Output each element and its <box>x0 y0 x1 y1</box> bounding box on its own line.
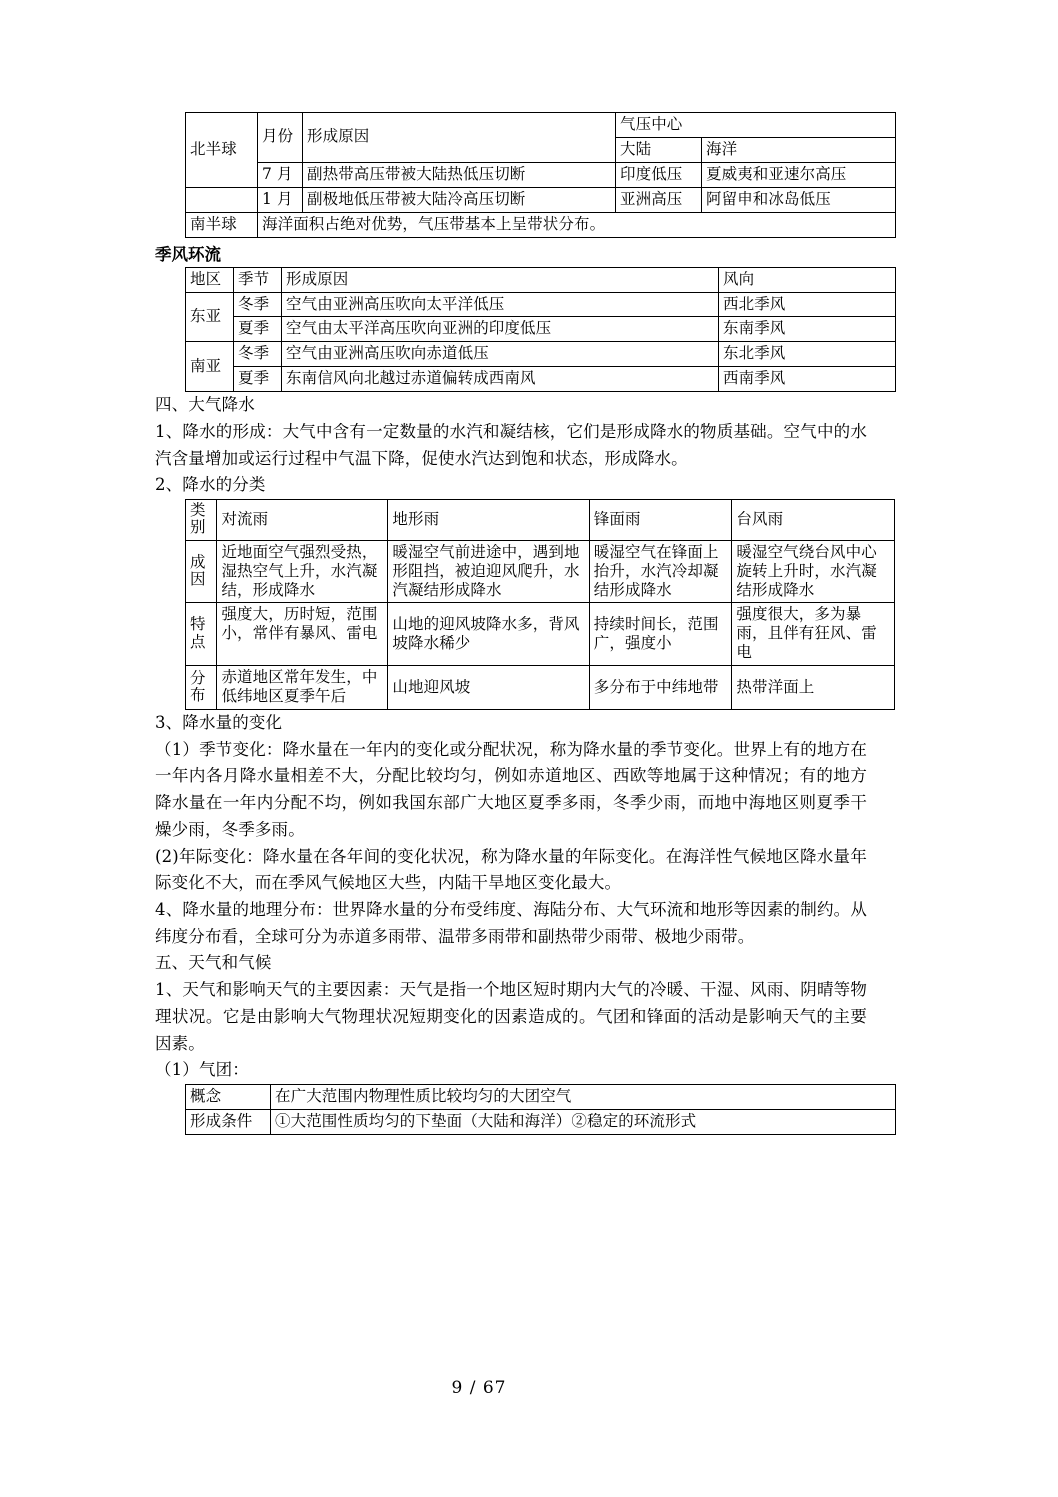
cell-distribution-typhoon: 热带洋面上 <box>732 666 895 710</box>
cell-wind: 西南季风 <box>719 367 896 392</box>
pressure-centers-table <box>185 112 896 238</box>
cell-distribution-orographic: 山地迎风坡 <box>388 666 589 710</box>
cell-cause-orographic: 暖湿空气前进途中，遇到地形阻挡，被迫迎风爬升，水汽凝结形成降水 <box>388 540 589 603</box>
cell-feature-convective: 强度大，历时短，范围小，常伴有暴风、雷电 <box>217 603 388 666</box>
cell-type-convective: 对流雨 <box>217 500 388 541</box>
cell-wind-header: 风向 <box>719 267 896 292</box>
cause-label-text: 成因 <box>190 552 206 589</box>
cell-cause-july: 副热带高压带被大陆热低压切断 <box>303 162 616 187</box>
feature-label-text: 特点 <box>190 615 206 651</box>
cell-region-east-asia: 东亚 <box>186 292 234 342</box>
table-row <box>186 1085 896 1110</box>
section-five-heading: 五、天气和气候 <box>155 953 272 973</box>
cell-ocean-header: 海洋 <box>702 137 896 162</box>
section-five-item1-sub: （1）气团： <box>155 1060 249 1080</box>
cell-cause-frontal: 暖湿空气在锋面上抬升，水汽冷却凝结形成降水 <box>589 540 732 603</box>
monsoon-circulation-table <box>185 267 896 393</box>
table-row <box>186 500 895 541</box>
cell-type-frontal: 锋面雨 <box>589 500 732 541</box>
cell-continent-header: 大陆 <box>616 137 702 162</box>
cell-cause-header: 形成原因 <box>282 267 719 292</box>
cell-southern-hemisphere-label: 南半球 <box>186 212 258 237</box>
cell-ocean-january: 阿留申和冰岛低压 <box>702 187 896 212</box>
cell-region-south-asia: 南亚 <box>186 342 234 392</box>
cell-season-header: 季节 <box>234 267 282 292</box>
cell-formation-value: ①大范围性质均匀的下垫面（大陆和海洋）②稳定的环流形式 <box>271 1109 896 1134</box>
cell-month-january: 1 月 <box>258 187 303 212</box>
table-row <box>186 212 896 237</box>
cell-type-orographic: 地形雨 <box>388 500 589 541</box>
cell-feature-frontal: 持续时间长，范围广，强度小 <box>589 603 732 666</box>
pressure-table-wrapper <box>155 112 867 238</box>
rain-types-table <box>185 499 895 710</box>
category-label-text: 类别 <box>190 501 206 537</box>
airmass-table <box>185 1084 896 1135</box>
cell-empty-spacer <box>186 187 258 212</box>
cell-distribution-label <box>186 666 217 710</box>
table-row <box>186 292 896 317</box>
section-four-item3-p2: (2)年际变化：降水量在各年间的变化状况，称为降水量的年际变化。在海洋性气候地区降水量年际变化不大，而在季风气候地区大些，内陆干旱地区变化最大。 <box>155 846 867 893</box>
cell-feature-label <box>186 603 217 666</box>
cell-concept-value: 在广大范围内物理性质比较均匀的大团空气 <box>271 1085 896 1110</box>
cell-northern-hemisphere-label: 北半球 <box>186 113 258 188</box>
cell-cause: 空气由亚洲高压吹向太平洋低压 <box>282 292 719 317</box>
cell-pressure-center-header: 气压中心 <box>616 113 896 138</box>
cell-category-label <box>186 500 217 541</box>
cell-wind: 东南季风 <box>719 317 896 342</box>
cell-season: 夏季 <box>234 317 282 342</box>
cell-wind: 东北季风 <box>719 342 896 367</box>
section-four-heading: 四、大气降水 <box>155 395 255 415</box>
cell-southern-hemisphere-text: 海洋面积占绝对优势，气压带基本上呈带状分布。 <box>258 212 896 237</box>
cell-season: 冬季 <box>234 292 282 317</box>
cell-type-typhoon: 台风雨 <box>732 500 895 541</box>
page-content <box>155 112 877 1135</box>
cell-wind: 西北季风 <box>719 292 896 317</box>
rain-types-table-wrapper <box>155 499 877 710</box>
cell-cause: 空气由亚洲高压吹向赤道低压 <box>282 342 719 367</box>
cell-distribution-convective: 赤道地区常年发生，中低纬地区夏季午后 <box>217 666 388 710</box>
table-row <box>186 540 895 603</box>
section-four-item4: 4、降水量的地理分布：世界降水量的分布受纬度、海陆分布、大气环流和地形等因素的制约。从纬度分布看，全球可分为赤道多雨带、温带多雨带和副热带少雨带、极地少雨带。 <box>155 900 867 946</box>
cell-month-july: 7 月 <box>258 162 303 187</box>
table-row <box>186 162 896 187</box>
cell-cause-january: 副极地低压带被大陆冷高压切断 <box>303 187 616 212</box>
table-row <box>186 666 895 710</box>
cell-feature-typhoon: 强度很大，多为暴雨，且伴有狂风、雷电 <box>732 603 895 666</box>
table-row <box>186 367 896 392</box>
table-row <box>186 113 896 138</box>
table-row <box>186 267 896 292</box>
cell-cause-header: 形成原因 <box>303 113 616 163</box>
table-row <box>186 187 896 212</box>
section-four-item1: 1、降水的形成：大气中含有一定数量的水汽和凝结核，它们是形成降水的物质基础。空气中的水汽含量增加或运行过程中气温下降，促使水汽达到饱和状态，形成降水。 <box>155 421 867 468</box>
cell-month-header: 月份 <box>258 113 303 163</box>
page-number: 9 / 67 <box>451 1378 507 1398</box>
cell-continent-january: 亚洲高压 <box>616 187 702 212</box>
cell-cause-label <box>186 540 217 603</box>
table-row <box>186 1109 896 1134</box>
table-row <box>186 342 896 367</box>
cell-ocean-july: 夏威夷和亚速尔高压 <box>702 162 896 187</box>
section-four-item3-p1: （1）季节变化：降水量在一年内的变化或分配状况，称为降水量的季节变化。世界上有的地方在一年内各月降水量相差不大，分配比较均匀，例如赤道地区、西欧等地属于这种情况；有的地方降水量在一年内分配不均，例如我国东部广大地区夏季多雨，冬季少雨，而地中海地区则夏季干燥少雨，冬季多雨。 <box>155 739 867 839</box>
cell-concept-label: 概念 <box>186 1085 271 1110</box>
section-five-item1: 1、天气和影响天气的主要因素：天气是指一个地区短时期内大气的冷暖、干湿、风雨、阴晴等物理状况。它是由影响大气物理状况短期变化的因素造成的。气团和锋面的活动是影响天气的主要因素。 <box>155 980 867 1053</box>
distribution-label-text: 分布 <box>190 668 206 705</box>
cell-formation-label: 形成条件 <box>186 1109 271 1134</box>
monsoon-section-title: 季风环流 <box>155 244 221 264</box>
cell-season: 冬季 <box>234 342 282 367</box>
cell-cause: 空气由太平洋高压吹向亚洲的印度低压 <box>282 317 719 342</box>
airmass-table-wrapper <box>155 1084 867 1135</box>
cell-region-header: 地区 <box>186 267 234 292</box>
cell-distribution-frontal: 多分布于中纬地带 <box>589 666 732 710</box>
cell-cause-convective: 近地面空气强烈受热，湿热空气上升，水汽凝结，形成降水 <box>217 540 388 603</box>
table-row <box>186 317 896 342</box>
section-four-item3-heading: 3、降水量的变化 <box>155 713 283 732</box>
cell-season: 夏季 <box>234 367 282 392</box>
monsoon-table-wrapper <box>155 267 867 393</box>
section-four-item2: 2、降水的分类 <box>155 475 266 495</box>
cell-cause: 东南信风向北越过赤道偏转成西南风 <box>282 367 719 392</box>
table-row <box>186 603 895 666</box>
cell-continent-july: 印度低压 <box>616 162 702 187</box>
cell-cause-typhoon: 暖湿空气绕台风中心旋转上升时，水汽凝结形成降水 <box>732 540 895 603</box>
cell-feature-orographic: 山地的迎风坡降水多，背风坡降水稀少 <box>388 603 589 666</box>
